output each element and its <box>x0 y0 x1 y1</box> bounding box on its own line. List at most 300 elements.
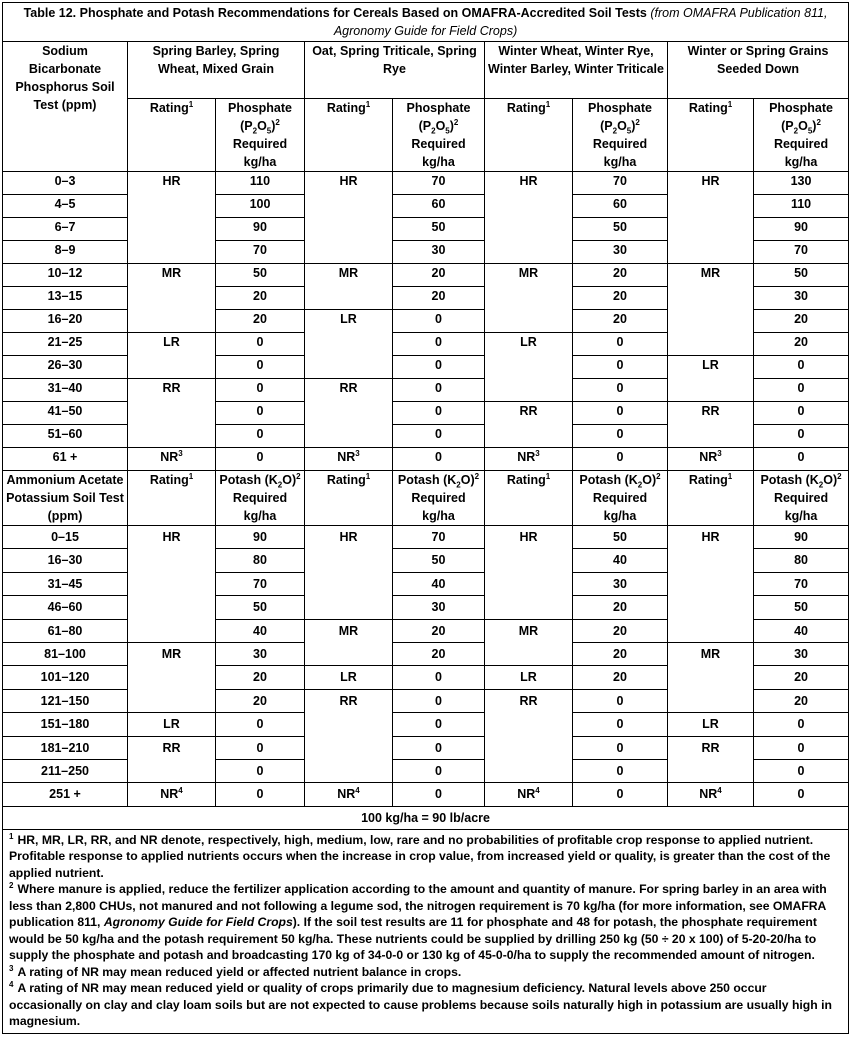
required-amount-value: 70 <box>431 530 446 544</box>
required-amount-value: 0 <box>435 358 442 372</box>
required-amount-value: 0 <box>435 335 442 349</box>
required-amount-value: 20 <box>253 670 267 685</box>
required-amount-cell <box>393 287 485 310</box>
required-amount-cell <box>573 736 668 759</box>
requirement-column-header <box>393 471 485 526</box>
requirement-label-tail: Required kg/ha <box>773 137 829 169</box>
soil-test-range <box>3 287 128 310</box>
crop-group-label: Spring Barley, Spring Wheat, Mixed Grain <box>152 44 280 76</box>
requirement-label-post: ) <box>631 119 636 133</box>
rating-value: NR <box>699 450 718 464</box>
rating-value: RR <box>339 381 358 395</box>
required-amount-value: 0 <box>256 450 264 464</box>
crop-group-label: Oat, Spring Triticale, Spring Rye <box>312 44 477 76</box>
rating-value: NR <box>517 787 536 802</box>
required-amount-cell <box>754 783 849 806</box>
required-amount-cell <box>393 172 485 195</box>
requirement-footnote-mark: 2 <box>656 471 661 481</box>
rating-cell <box>668 713 754 736</box>
required-amount-cell <box>573 287 668 310</box>
footnote-mark: 3 <box>9 963 14 973</box>
required-amount-value: 0 <box>256 404 264 418</box>
soil-test-range <box>3 619 128 642</box>
required-amount-cell <box>573 549 668 572</box>
soil-test-range <box>3 172 128 195</box>
crop-group-label: Winter Wheat, Winter Rye, Winter Barley, Winter Triticale <box>488 44 664 76</box>
required-amount-cell <box>573 689 668 712</box>
requirement-label-tail: Required kg/ha <box>411 491 466 523</box>
title-row <box>3 3 849 42</box>
soil-test-range <box>3 356 128 379</box>
rating-value: HR <box>339 174 358 188</box>
phosphorus-test-label: Sodium Bicarbonate Phosphorus Soil Test (ppm) <box>15 44 115 112</box>
rating-value: NR <box>337 787 356 802</box>
requirement-label-mid: O) <box>642 473 657 487</box>
rating-cell <box>305 379 393 448</box>
required-amount-cell <box>393 619 485 642</box>
rating-column-header <box>485 99 573 172</box>
soil-test-range-value: 121–150 <box>40 693 90 708</box>
required-amount-cell <box>216 736 305 759</box>
footnote <box>9 964 842 981</box>
required-amount-cell <box>573 379 668 402</box>
rating-value: HR <box>519 174 538 188</box>
required-amount-cell <box>754 195 849 218</box>
requirement-label-pre: Phosphate (P <box>228 101 292 133</box>
rating-value: LR <box>520 670 537 685</box>
rating-value: LR <box>702 717 719 732</box>
rating-column-header <box>668 99 754 172</box>
required-amount-value: 50 <box>794 600 808 615</box>
requirement-footnote-mark: 2 <box>635 117 640 127</box>
requirement-label-mid: O <box>435 119 446 133</box>
rating-cell <box>128 643 216 713</box>
required-amount-cell <box>573 356 668 379</box>
requirement-column-header <box>754 99 849 172</box>
rating-cell <box>128 526 216 643</box>
required-amount-cell <box>573 596 668 619</box>
required-amount-value: 0 <box>797 404 805 418</box>
requirement-subscript: 5 <box>807 126 813 136</box>
required-amount-cell <box>216 619 305 642</box>
required-amount-cell <box>393 356 485 379</box>
required-amount-value: 0 <box>797 450 805 464</box>
requirement-subscript: 5 <box>445 126 450 136</box>
rating-value: LR <box>163 335 180 349</box>
soil-test-range <box>3 402 128 425</box>
requirement-label-mid: O <box>257 119 267 133</box>
required-amount-cell <box>216 643 305 666</box>
soil-test-range-value: 0–15 <box>51 530 79 544</box>
rating-value: LR <box>340 670 357 685</box>
footnotes-row <box>3 829 849 1033</box>
rating-cell <box>305 448 393 471</box>
footnote <box>9 980 842 1030</box>
soil-test-range-value: 10–12 <box>47 266 83 280</box>
required-amount-cell <box>573 713 668 736</box>
requirement-label-mid: O <box>617 119 627 133</box>
requirement-subscript: 2 <box>431 126 436 136</box>
crop-group-label: Winter or Spring Grains Seeded Down <box>687 44 829 76</box>
required-amount-value: 0 <box>616 427 624 441</box>
requirement-column-header <box>393 99 485 172</box>
requirement-subscript: 2 <box>818 480 824 490</box>
soil-test-range-value: 181–210 <box>40 740 90 755</box>
requirement-label-post: ) <box>271 119 276 133</box>
required-amount-cell <box>573 172 668 195</box>
requirement-footnote-mark: 2 <box>474 471 480 481</box>
required-amount-value: 0 <box>797 358 805 372</box>
rating-cell <box>485 333 573 402</box>
required-amount-value: 30 <box>253 647 267 662</box>
required-amount-value: 110 <box>790 197 812 211</box>
table-row <box>3 783 849 806</box>
requirement-label-post: ) <box>812 119 817 133</box>
soil-test-range-value: 4–5 <box>54 197 76 211</box>
required-amount-value: 20 <box>794 312 808 326</box>
required-amount-cell <box>216 172 305 195</box>
required-amount-cell <box>754 526 849 549</box>
required-amount-value: 30 <box>613 576 627 591</box>
required-amount-cell <box>573 619 668 642</box>
unit-conversion-text: 100 kg/ha = 90 lb/acre <box>361 810 490 825</box>
rating-value-footnote: 3 <box>178 448 183 458</box>
requirement-subscript: 2 <box>793 126 799 136</box>
required-amount-cell <box>754 666 849 689</box>
rating-column-header <box>668 471 754 526</box>
requirement-label-tail: Required kg/ha <box>592 137 648 169</box>
rating-value: NR <box>160 787 179 802</box>
required-amount-value: 60 <box>431 197 446 211</box>
soil-test-range-value: 26–30 <box>47 358 83 372</box>
required-amount-value: 0 <box>797 787 805 802</box>
rating-value: LR <box>340 312 357 326</box>
rating-cell <box>668 172 754 264</box>
rating-footnote-mark: 1 <box>188 99 194 109</box>
rating-value: HR <box>701 530 720 544</box>
required-amount-value: 0 <box>435 450 442 464</box>
required-amount-cell <box>754 596 849 619</box>
soil-test-range <box>3 736 128 759</box>
required-amount-value: 20 <box>613 647 627 662</box>
rating-label: Rating <box>688 473 728 487</box>
soil-test-range-value: 16–30 <box>47 553 83 568</box>
required-amount-cell <box>754 713 849 736</box>
footnotes <box>3 829 849 1033</box>
rating-value: MR <box>161 266 182 280</box>
rating-value: NR <box>517 450 536 464</box>
rating-value: RR <box>519 693 538 708</box>
required-amount-value: 0 <box>616 740 624 755</box>
required-amount-value: 20 <box>253 312 267 326</box>
soil-test-range <box>3 264 128 287</box>
required-amount-value: 50 <box>431 220 446 234</box>
rating-label: Rating <box>149 101 189 115</box>
footnote-text: A rating of NR may mean reduced yield or quality of crops primarily due to magnesium deficiency. Natural levels above 250 occur occasionally on clay and clay loam soils but are not expected to cause problems because soils naturally high in potassium are usually high in magnesium. <box>9 981 832 1029</box>
required-amount-cell <box>393 596 485 619</box>
crop-group-header <box>485 42 668 99</box>
requirement-column-header <box>754 471 849 526</box>
soil-test-range <box>3 218 128 241</box>
required-amount-cell <box>393 310 485 333</box>
required-amount-cell <box>393 218 485 241</box>
footnote-text: A rating of NR may mean reduced yield or affected nutrient balance in crops. <box>17 964 462 979</box>
unit-conversion <box>3 806 849 829</box>
rating-cell <box>305 264 393 310</box>
rating-cell <box>485 172 573 264</box>
required-amount-value: 0 <box>435 740 442 755</box>
required-amount-value: 20 <box>431 623 446 638</box>
required-amount-value: 0 <box>797 381 805 395</box>
required-amount-cell <box>393 402 485 425</box>
footnote-text: HR, MR, LR, RR, and NR denote, respectively, high, medium, low, rare and no probabilities of profitable crop response to applied nutrient. Profitable response to applied nutrients occurs when the increase in crop value, from increased yield or quality, is greater than the cost of the applied nutrient. <box>9 832 831 880</box>
requirement-subscript: 2 <box>612 126 618 136</box>
required-amount-cell <box>393 643 485 666</box>
required-amount-cell <box>573 264 668 287</box>
footnote <box>9 881 842 964</box>
rating-value-footnote: 4 <box>535 786 540 796</box>
footnote-mark: 4 <box>9 980 14 990</box>
rating-value: MR <box>700 647 721 662</box>
required-amount-cell <box>216 356 305 379</box>
rating-cell <box>128 783 216 806</box>
rating-cell <box>668 736 754 783</box>
required-amount-cell <box>754 402 849 425</box>
required-amount-cell <box>573 195 668 218</box>
rating-label: Rating <box>326 473 366 487</box>
requirement-footnote-mark: 2 <box>296 471 301 481</box>
required-amount-cell <box>573 218 668 241</box>
rating-cell <box>485 448 573 471</box>
rating-column-header <box>128 471 216 526</box>
soil-test-range-value: 61–80 <box>47 623 83 638</box>
requirement-label-tail: Required kg/ha <box>232 491 288 523</box>
required-amount-value: 80 <box>253 553 267 568</box>
rating-value: LR <box>520 335 537 349</box>
soil-test-range <box>3 760 128 783</box>
rating-label: Rating <box>506 473 546 487</box>
required-amount-value: 70 <box>794 243 808 257</box>
required-amount-value: 0 <box>435 381 442 395</box>
table-title-main: Table 12. Phosphate and Potash Recommendations for Cereals Based on OMAFRA-Accredited Soil Tests <box>23 6 647 20</box>
requirement-label-pre: Potash (K <box>760 473 819 487</box>
required-amount-cell <box>216 333 305 356</box>
rating-cell <box>668 526 754 643</box>
rating-cell <box>128 379 216 448</box>
required-amount-cell <box>573 241 668 264</box>
required-amount-value: 90 <box>253 530 267 544</box>
requirement-column-header <box>216 471 305 526</box>
required-amount-value: 0 <box>435 312 442 326</box>
requirement-footnote-mark: 2 <box>816 117 821 127</box>
required-amount-value: 0 <box>256 358 264 372</box>
rating-value: MR <box>161 647 182 662</box>
rating-column-header <box>305 99 393 172</box>
soil-test-range-value: 13–15 <box>47 289 83 303</box>
soil-test-range-value: 21–25 <box>47 335 83 349</box>
rating-cell <box>128 264 216 333</box>
requirement-label-tail: Required kg/ha <box>232 137 288 169</box>
required-amount-value: 0 <box>616 358 624 372</box>
required-amount-value: 0 <box>616 693 624 708</box>
soil-test-range <box>3 643 128 666</box>
required-amount-cell <box>216 310 305 333</box>
soil-test-range-value: 251 + <box>49 787 81 802</box>
requirement-subscript: 5 <box>266 126 272 136</box>
required-amount-cell <box>393 549 485 572</box>
required-amount-value: 0 <box>616 381 624 395</box>
required-amount-value: 0 <box>797 764 805 779</box>
required-amount-cell <box>393 195 485 218</box>
rating-value: RR <box>701 404 720 418</box>
requirement-label-pre: Phosphate (P <box>406 101 471 133</box>
required-amount-value: 60 <box>613 197 627 211</box>
required-amount-cell <box>216 596 305 619</box>
crop-group-header <box>305 42 485 99</box>
required-amount-cell <box>573 425 668 448</box>
requirement-label-tail: Required kg/ha <box>411 137 466 169</box>
required-amount-cell <box>754 760 849 783</box>
rating-label: Rating <box>506 101 546 115</box>
table-row <box>3 264 849 287</box>
required-amount-cell <box>216 218 305 241</box>
required-amount-value: 20 <box>253 289 267 303</box>
required-amount-value: 20 <box>253 693 267 708</box>
required-amount-cell <box>754 689 849 712</box>
required-amount-cell <box>754 310 849 333</box>
required-amount-value: 90 <box>253 220 267 234</box>
requirement-label-mid: O) <box>282 473 297 487</box>
soil-test-range <box>3 549 128 572</box>
soil-test-range-value: 6–7 <box>54 220 76 234</box>
required-amount-cell <box>216 287 305 310</box>
required-amount-cell <box>216 425 305 448</box>
requirement-subscript: 2 <box>456 480 461 490</box>
requirement-label-pre: Potash (K <box>397 473 457 487</box>
required-amount-cell <box>573 526 668 549</box>
table-row <box>3 643 849 666</box>
rating-value-footnote: 3 <box>355 448 360 458</box>
required-amount-value: 30 <box>431 243 446 257</box>
potash-test-header <box>3 471 128 526</box>
soil-test-range-value: 151–180 <box>40 717 90 732</box>
requirement-label-pre: Phosphate (P <box>769 101 833 133</box>
required-amount-value: 20 <box>794 693 808 708</box>
required-amount-value: 100 <box>249 197 271 211</box>
required-amount-cell <box>216 241 305 264</box>
conversion-row <box>3 806 849 829</box>
table-row <box>3 713 849 736</box>
required-amount-value: 0 <box>435 404 442 418</box>
requirement-label-mid: O) <box>823 473 838 487</box>
rating-cell <box>128 333 216 379</box>
phosphorus-test-header <box>3 42 128 172</box>
footnote-mark: 2 <box>9 881 14 891</box>
required-amount-cell <box>393 379 485 402</box>
required-amount-value: 80 <box>794 553 808 568</box>
requirement-column-header <box>573 99 668 172</box>
soil-test-range-value: 51–60 <box>47 427 83 441</box>
rating-value: NR <box>699 787 718 802</box>
soil-test-range <box>3 333 128 356</box>
soil-test-range <box>3 310 128 333</box>
rating-cell <box>128 172 216 264</box>
required-amount-cell <box>216 379 305 402</box>
rating-cell <box>485 783 573 806</box>
rating-footnote-mark: 1 <box>545 99 551 109</box>
rating-value: HR <box>162 174 181 188</box>
soil-test-range-value: 31–45 <box>47 576 83 591</box>
potash-test-label: Ammonium Acetate Potassium Soil Test (ppm) <box>6 473 124 523</box>
required-amount-cell <box>216 448 305 471</box>
requirement-subscript: 2 <box>637 480 643 490</box>
footnote-mark: 1 <box>9 831 14 841</box>
required-amount-value: 0 <box>256 717 264 732</box>
requirement-label-post: ) <box>449 119 454 133</box>
rating-value: HR <box>162 530 181 544</box>
required-amount-value: 40 <box>794 623 808 638</box>
required-amount-value: 20 <box>613 266 627 280</box>
soil-test-range-value: 101–120 <box>40 670 90 685</box>
required-amount-cell <box>216 783 305 806</box>
potash-subheader-row <box>3 471 849 526</box>
rating-cell <box>485 619 573 666</box>
soil-test-range-value: 41–50 <box>47 404 83 418</box>
table-row <box>3 526 849 549</box>
crop-group-header <box>128 42 305 99</box>
required-amount-value: 50 <box>613 220 627 234</box>
required-amount-value: 20 <box>431 647 446 662</box>
rating-cell <box>305 666 393 689</box>
required-amount-cell <box>216 572 305 595</box>
required-amount-value: 0 <box>616 404 624 418</box>
rating-footnote-mark: 1 <box>188 471 194 481</box>
rating-value: RR <box>701 740 720 755</box>
required-amount-value: 40 <box>431 576 446 591</box>
rating-cell <box>128 713 216 736</box>
required-amount-cell <box>754 287 849 310</box>
required-amount-cell <box>573 402 668 425</box>
required-amount-value: 0 <box>797 740 805 755</box>
required-amount-value: 0 <box>797 427 805 441</box>
required-amount-cell <box>393 264 485 287</box>
required-amount-value: 20 <box>794 670 808 685</box>
soil-test-range <box>3 689 128 712</box>
footnote-italic-text: Agronomy Guide for Field Crops <box>103 915 293 930</box>
requirement-label-mid: O) <box>460 473 475 487</box>
required-amount-value: 20 <box>431 289 446 303</box>
required-amount-value: 50 <box>613 530 627 544</box>
required-amount-value: 0 <box>616 764 624 779</box>
table-row <box>3 172 849 195</box>
required-amount-value: 50 <box>253 266 267 280</box>
required-amount-value: 70 <box>253 576 267 591</box>
required-amount-value: 110 <box>249 174 271 188</box>
required-amount-value: 30 <box>794 647 808 662</box>
required-amount-value: 70 <box>613 174 627 188</box>
rating-cell <box>485 264 573 333</box>
required-amount-cell <box>754 356 849 379</box>
soil-test-range-value: 81–100 <box>44 647 86 662</box>
rating-value: NR <box>160 450 179 464</box>
required-amount-value: 130 <box>790 174 812 188</box>
rating-cell <box>668 643 754 713</box>
rating-cell <box>485 666 573 689</box>
rating-cell <box>668 356 754 402</box>
required-amount-cell <box>573 666 668 689</box>
soil-test-range <box>3 572 128 595</box>
required-amount-value: 0 <box>256 764 264 779</box>
